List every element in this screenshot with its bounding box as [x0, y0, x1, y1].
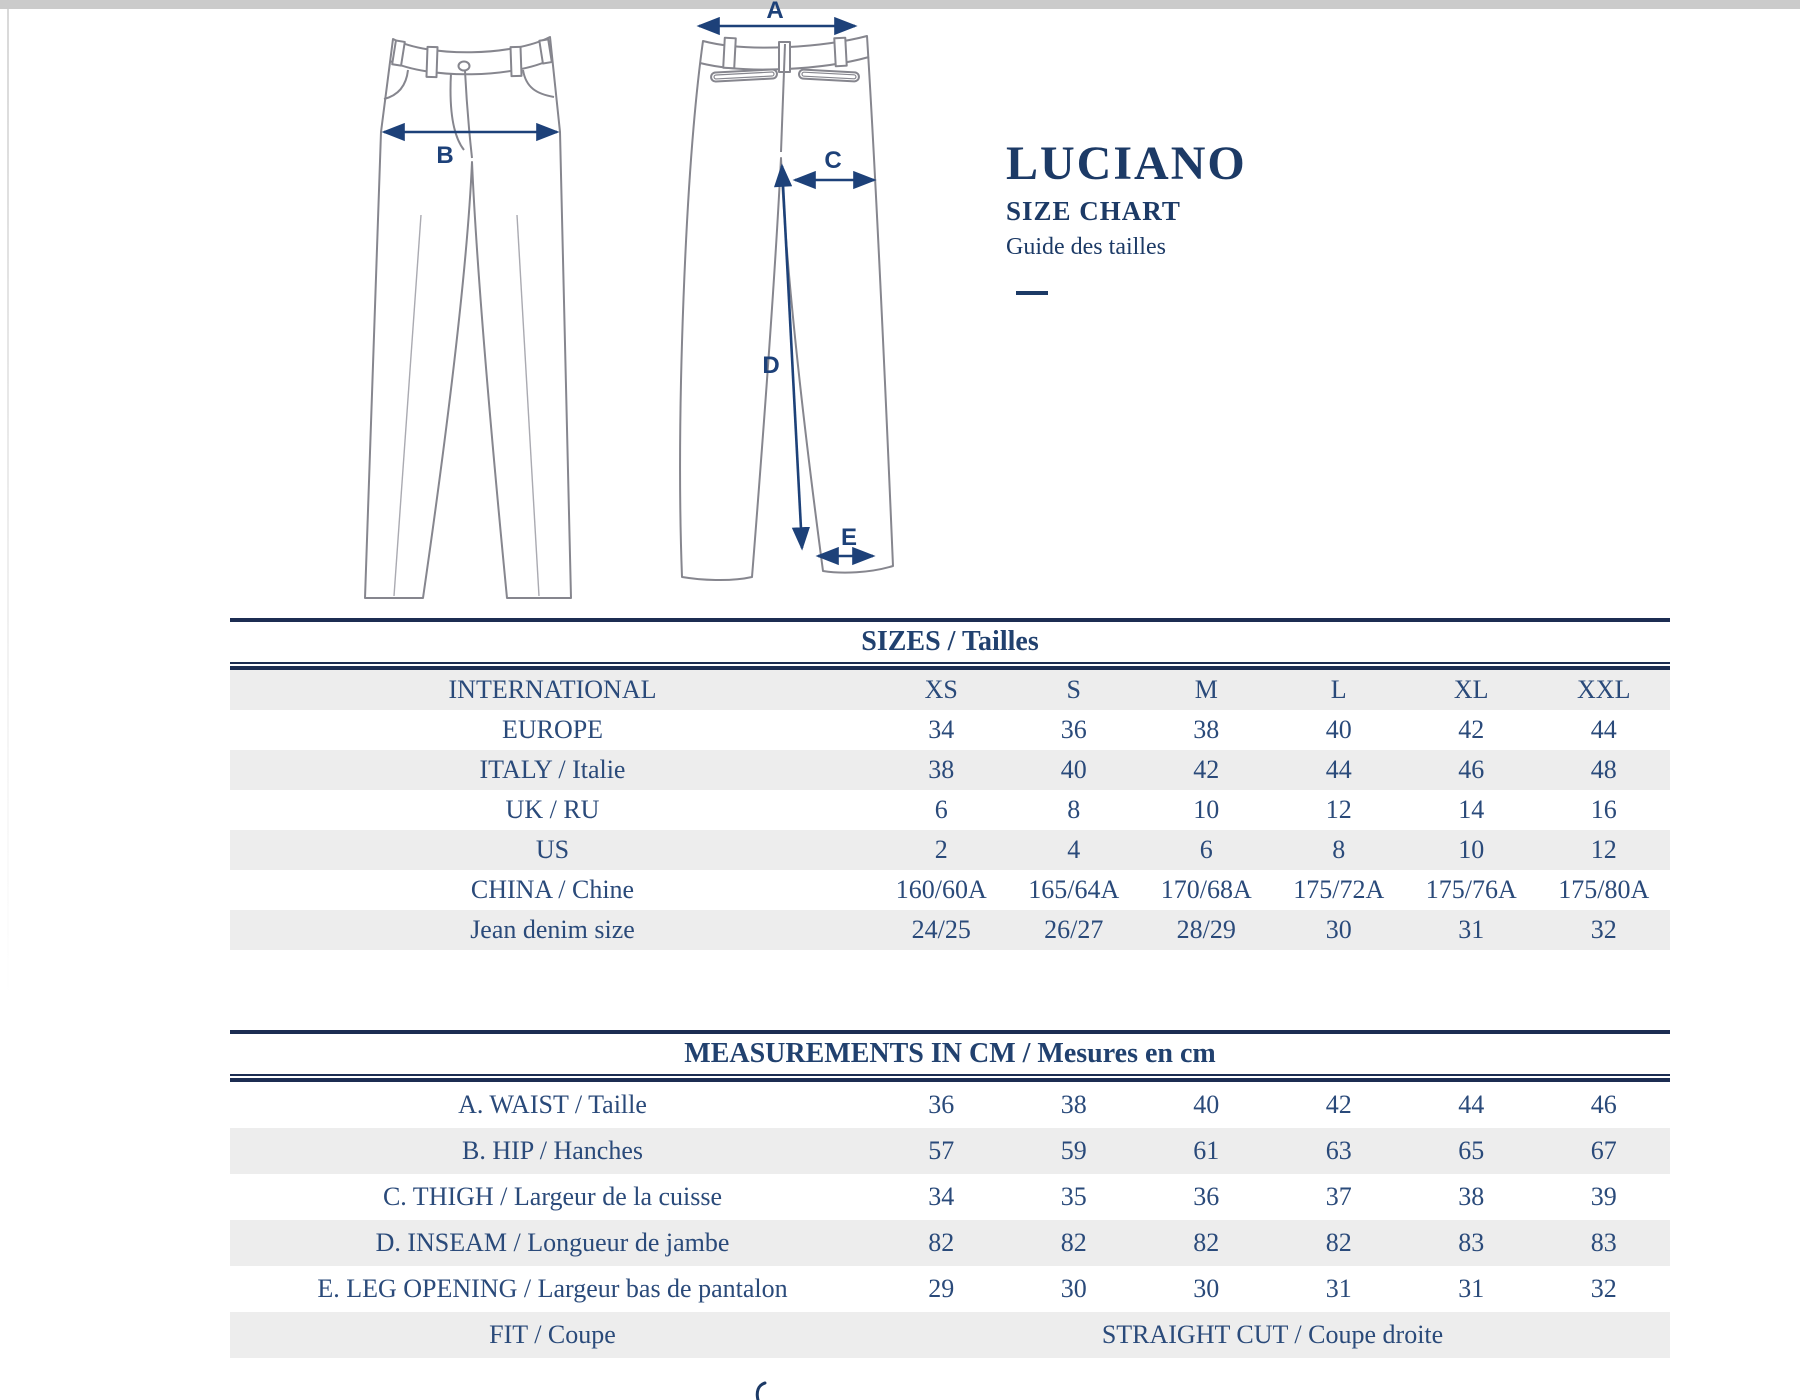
- cell: 26/27: [1044, 915, 1104, 944]
- pants-front-drawing: [365, 37, 571, 598]
- cell: 46: [1458, 755, 1485, 784]
- cell: 170/68A: [1160, 875, 1252, 904]
- cell: 82: [1060, 1228, 1087, 1257]
- measurements-table-header-rule: [230, 1074, 1670, 1082]
- cell: S: [1066, 675, 1081, 704]
- cell: 12: [1325, 795, 1352, 824]
- row-label: US: [535, 835, 570, 864]
- table-row: [230, 1220, 1670, 1266]
- cell: 83: [1458, 1228, 1485, 1257]
- cell: 10: [1458, 835, 1485, 864]
- cell: 44: [1325, 755, 1352, 784]
- cell: 31: [1458, 915, 1485, 944]
- row-label: UK / RU: [505, 795, 600, 824]
- cell: 38: [928, 755, 955, 784]
- cell: 30: [1325, 915, 1352, 944]
- label-b: B: [436, 142, 454, 169]
- cell: 2: [934, 835, 948, 864]
- cell: 34: [928, 1182, 955, 1211]
- row-label: E. LEG OPENING / Largeur bas de pantalon: [317, 1274, 788, 1303]
- cell: 32: [1590, 1274, 1617, 1303]
- cell: 30: [1060, 1274, 1087, 1303]
- cell: 31: [1458, 1274, 1485, 1303]
- cell: 63: [1325, 1136, 1352, 1165]
- size-chart-subtitle-fr: Guide des tailles: [1006, 234, 1166, 260]
- cell: 175/72A: [1293, 875, 1385, 904]
- title-block: [1006, 137, 1247, 260]
- table-row: [230, 750, 1670, 790]
- size-chart-subtitle: SIZE CHART: [1006, 196, 1181, 226]
- cell: 14: [1458, 795, 1485, 824]
- cell: 44: [1590, 715, 1617, 744]
- cell: 8: [1067, 795, 1081, 824]
- cell: 67: [1590, 1136, 1617, 1165]
- cell: 40: [1060, 755, 1087, 784]
- sizes-table: [230, 618, 1670, 950]
- pants-back-drawing: [680, 36, 893, 580]
- table-row: [230, 870, 1670, 910]
- cell: 42: [1325, 1090, 1352, 1119]
- title-divider-dash: [1016, 291, 1048, 295]
- cell: 12: [1590, 835, 1617, 864]
- cell: 40: [1325, 715, 1352, 744]
- row-label: ITALY / Italie: [479, 755, 626, 784]
- cell: 48: [1590, 755, 1617, 784]
- cell: XL: [1453, 675, 1489, 704]
- table-row: [230, 1266, 1670, 1312]
- cell: 35: [1060, 1182, 1087, 1211]
- measurements-table: [230, 1030, 1670, 1358]
- cell: 65: [1458, 1136, 1485, 1165]
- cell: 36: [928, 1090, 955, 1119]
- cell: 30: [1193, 1274, 1220, 1303]
- row-label: C. THIGH / Largeur de la cuisse: [382, 1182, 723, 1211]
- cell: 8: [1332, 835, 1346, 864]
- cell: 82: [1193, 1228, 1220, 1257]
- cell: 28/29: [1176, 915, 1236, 944]
- cell: 24/25: [911, 915, 971, 944]
- cell: 175/76A: [1425, 875, 1517, 904]
- cell: 44: [1458, 1090, 1485, 1119]
- label-a: A: [766, 0, 784, 24]
- table-row: [230, 1174, 1670, 1220]
- cell: 38: [1060, 1090, 1087, 1119]
- measurements-table-header: MEASUREMENTS IN CM / Mesures en cm: [684, 1038, 1216, 1069]
- pants-measurement-diagram: [280, 0, 980, 620]
- table-row: [230, 830, 1670, 870]
- cell: 42: [1193, 755, 1220, 784]
- label-c: C: [824, 147, 842, 174]
- brand-title: LUCIANO: [1006, 137, 1247, 190]
- row-label: A. WAIST / Taille: [458, 1090, 647, 1119]
- row-label: Jean denim size: [470, 915, 635, 944]
- label-e: E: [840, 524, 858, 551]
- cell: 61: [1193, 1136, 1220, 1165]
- table-row: [230, 790, 1670, 830]
- table-row: [230, 710, 1670, 750]
- cell: 36: [1193, 1182, 1220, 1211]
- cell: 59: [1060, 1136, 1087, 1165]
- fit-value: STRAIGHT CUT / Coupe droite: [1101, 1320, 1444, 1349]
- table-row: [230, 1128, 1670, 1174]
- row-label: CHINA / Chine: [470, 875, 635, 904]
- fit-row: [230, 1312, 1670, 1358]
- cell: 165/64A: [1028, 875, 1120, 904]
- cell: 10: [1193, 795, 1220, 824]
- cell: 6: [1199, 835, 1213, 864]
- cell: L: [1330, 675, 1347, 704]
- row-label: B. HIP / Hanches: [461, 1136, 643, 1165]
- cell: 42: [1458, 715, 1485, 744]
- cell: 82: [928, 1228, 955, 1257]
- cell: 38: [1458, 1182, 1485, 1211]
- row-label: D. INSEAM / Longueur de jambe: [375, 1228, 730, 1257]
- label-d: D: [762, 352, 780, 379]
- cell: 6: [934, 795, 948, 824]
- cell: 29: [928, 1274, 955, 1303]
- cell: 32: [1590, 915, 1617, 944]
- cell: 38: [1193, 715, 1220, 744]
- cell: M: [1194, 675, 1218, 704]
- table-row: [230, 910, 1670, 950]
- cell: 40: [1193, 1090, 1220, 1119]
- cell: 39: [1590, 1182, 1617, 1211]
- cell: XS: [924, 675, 958, 704]
- sizes-table-header-rule: [230, 662, 1670, 670]
- cell: 31: [1325, 1274, 1352, 1303]
- cell: XXL: [1577, 675, 1631, 704]
- cell: 16: [1590, 795, 1617, 824]
- cell: 37: [1325, 1182, 1352, 1211]
- sizes-table-header: SIZES / Tailles: [861, 626, 1039, 657]
- cell: 57: [928, 1136, 955, 1165]
- anchor-logo-top-partial: [745, 1380, 775, 1400]
- cell: 83: [1590, 1228, 1617, 1257]
- frame-left-edge: [7, 9, 9, 999]
- row-label: FIT / Coupe: [489, 1320, 616, 1349]
- row-label: INTERNATIONAL: [448, 675, 657, 704]
- cell: 4: [1067, 835, 1081, 864]
- cell: 175/80A: [1558, 875, 1650, 904]
- table-row: [230, 1082, 1670, 1128]
- cell: 36: [1060, 715, 1087, 744]
- cell: 46: [1590, 1090, 1617, 1119]
- cell: 160/60A: [895, 875, 987, 904]
- table-row: [230, 670, 1670, 710]
- row-label: EUROPE: [501, 715, 604, 744]
- cell: 82: [1325, 1228, 1352, 1257]
- cell: 34: [928, 715, 955, 744]
